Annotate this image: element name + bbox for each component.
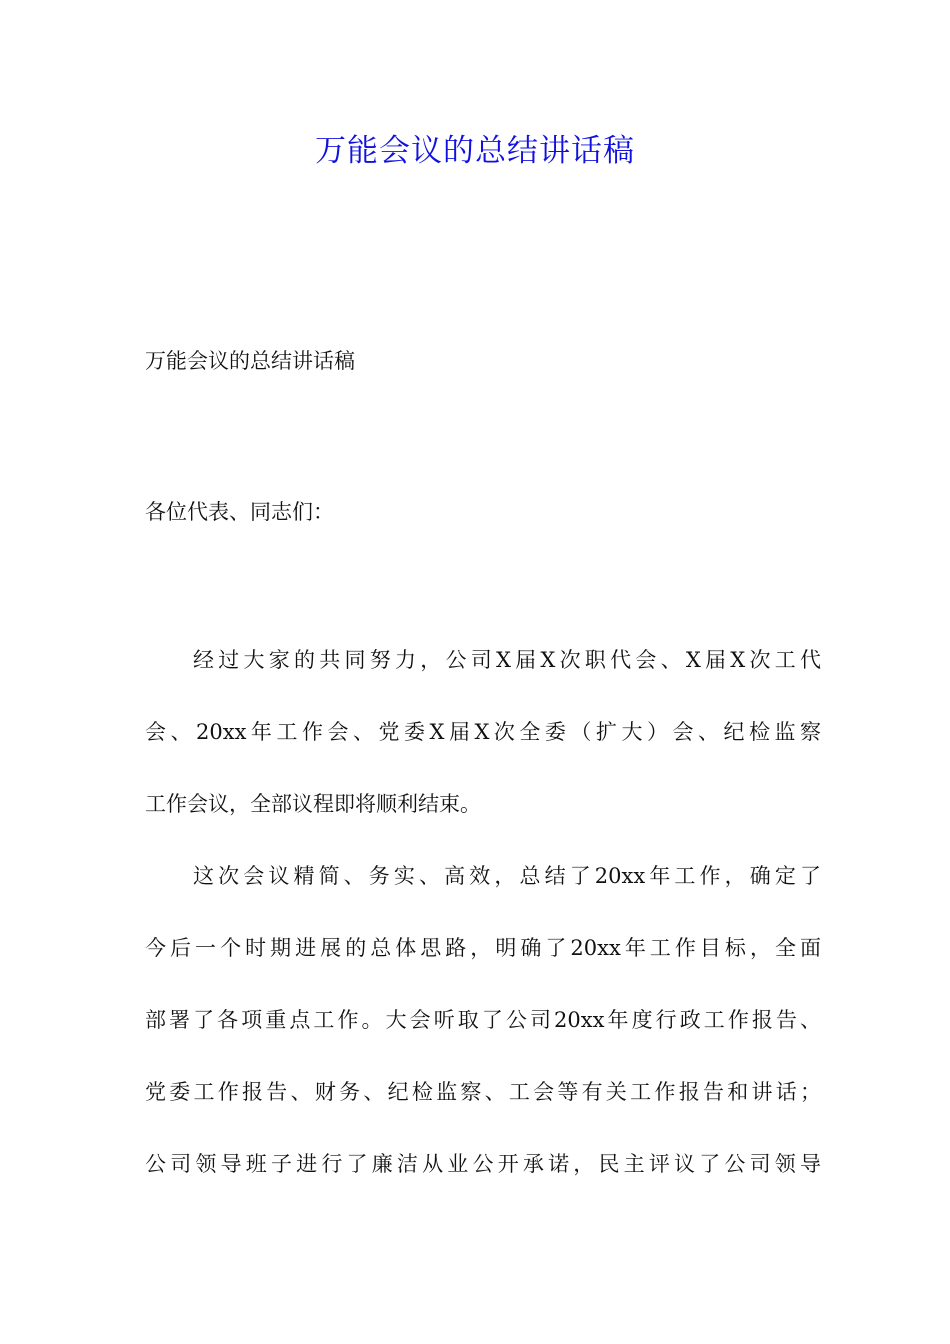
document-subtitle: 万能会议的总结讲话稿: [145, 349, 355, 373]
salutation: 各位代表、同志们：: [145, 500, 334, 524]
document-title: 万能会议的总结讲话稿: [315, 133, 635, 169]
paragraph-line: 党委工作报告、财务、纪检监察、工会等有关工作报告和讲话；: [145, 1080, 821, 1104]
paragraph-line: 今后一个时期进展的总体思路，明确了20xx年工作目标，全面: [145, 936, 821, 960]
paragraph-line: 经过大家的共同努力，公司X届X次职代会、X届X次工代: [193, 648, 821, 672]
paragraph-1: [145, 624, 821, 840]
paragraph-line: 会、20xx年工作会、党委X届X次全委（扩大）会、纪检监察: [145, 720, 821, 744]
paragraph-line: 工作会议，全部议程即将顺利结束。: [145, 792, 481, 816]
paragraph-line: 这次会议精简、务实、高效，总结了20xx年工作，确定了: [193, 864, 821, 888]
paragraph-2: [145, 840, 821, 1200]
paragraph-line: 公司领导班子进行了廉洁从业公开承诺，民主评议了公司领导: [145, 1152, 821, 1176]
paragraph-line: 部署了各项重点工作。大会听取了公司20xx年度行政工作报告、: [145, 1008, 821, 1032]
